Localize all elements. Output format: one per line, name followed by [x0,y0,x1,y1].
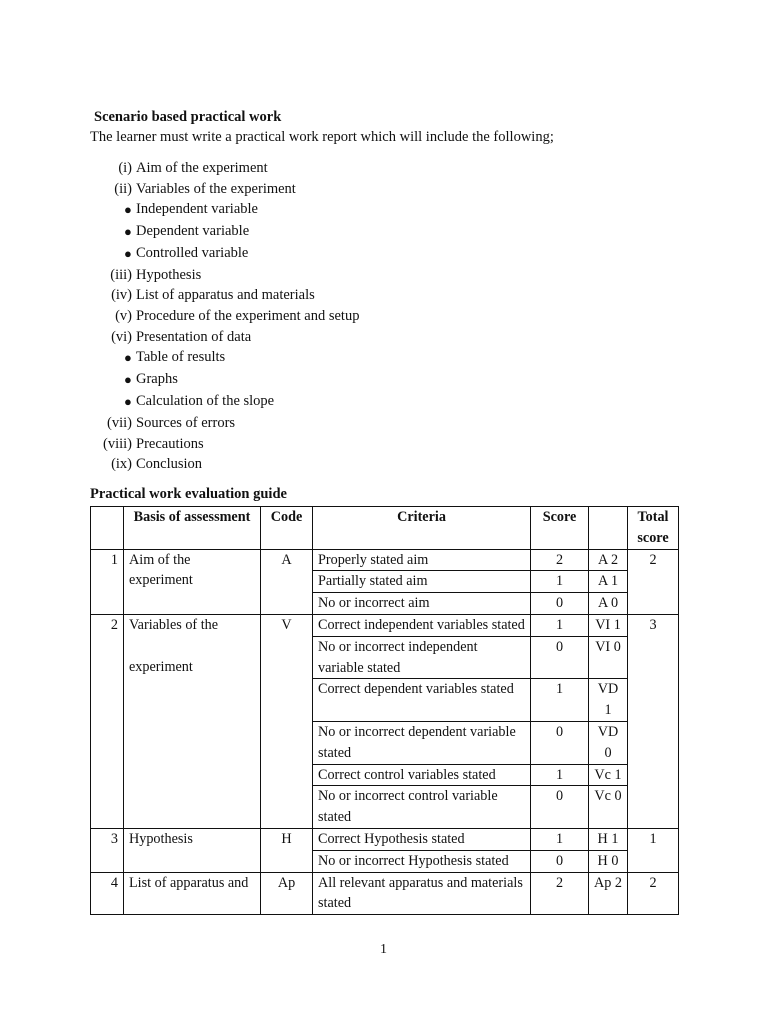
basis-line: experiment [129,658,193,675]
table-row: 3 Hypothesis H Correct Hypothesis stated 1 H 1 1 [91,828,679,850]
table-row: No or incorrect dependent variable stated 0 VD 0 [91,721,679,764]
table-header-row [91,507,679,550]
table-row: No or incorrect control variable stated 0 Vc 0 [91,786,679,829]
evaluation-table [90,506,679,915]
table-row: 2 Variables of the experiment V Correct independent variables stated 1 VI 1 3 [91,614,679,636]
bullet-icon: ● [124,224,132,240]
header-total: Total score [628,507,679,550]
page-number: 1 [380,942,387,957]
page-break [0,924,768,936]
table-row: No or incorrect aim 0 A 0 [91,593,679,615]
bullet-icon: ● [124,202,132,218]
bullet-icon: ● [124,394,132,410]
table-row: No or incorrect independent variable stated 0 VI 0 [91,636,679,679]
header-score: Score [531,507,589,550]
intro-text: The learner must write a practical work report which will include the following; [90,129,554,145]
bullet-icon: ● [124,372,132,388]
table-row: No or incorrect Hypothesis stated 0 H 0 [91,850,679,872]
basis-line: Variables of the [129,616,219,633]
table-row: 4 List of apparatus and Ap All relevant apparatus and materials stated 2 Ap 2 2 [91,872,679,915]
table-row: Partially stated aim 1 A 1 [91,571,679,593]
bullet-icon: ● [124,245,132,261]
header-code: Code [261,507,313,550]
bullet-icon: ● [124,350,132,366]
table-row: 1 Aim of the experiment A Properly stated aim 2 A 2 2 [91,549,679,571]
header-mark [589,507,628,550]
header-criteria: Criteria [313,507,531,550]
header-basis: Basis of assessment [124,507,261,550]
table-row: Correct dependent variables stated 1 VD 1 [91,679,679,722]
table-row: Correct control variables stated 1 Vc 1 [91,764,679,786]
guide-title: Practical work evaluation guide [90,486,287,502]
page-title: Scenario based practical work [94,109,282,125]
